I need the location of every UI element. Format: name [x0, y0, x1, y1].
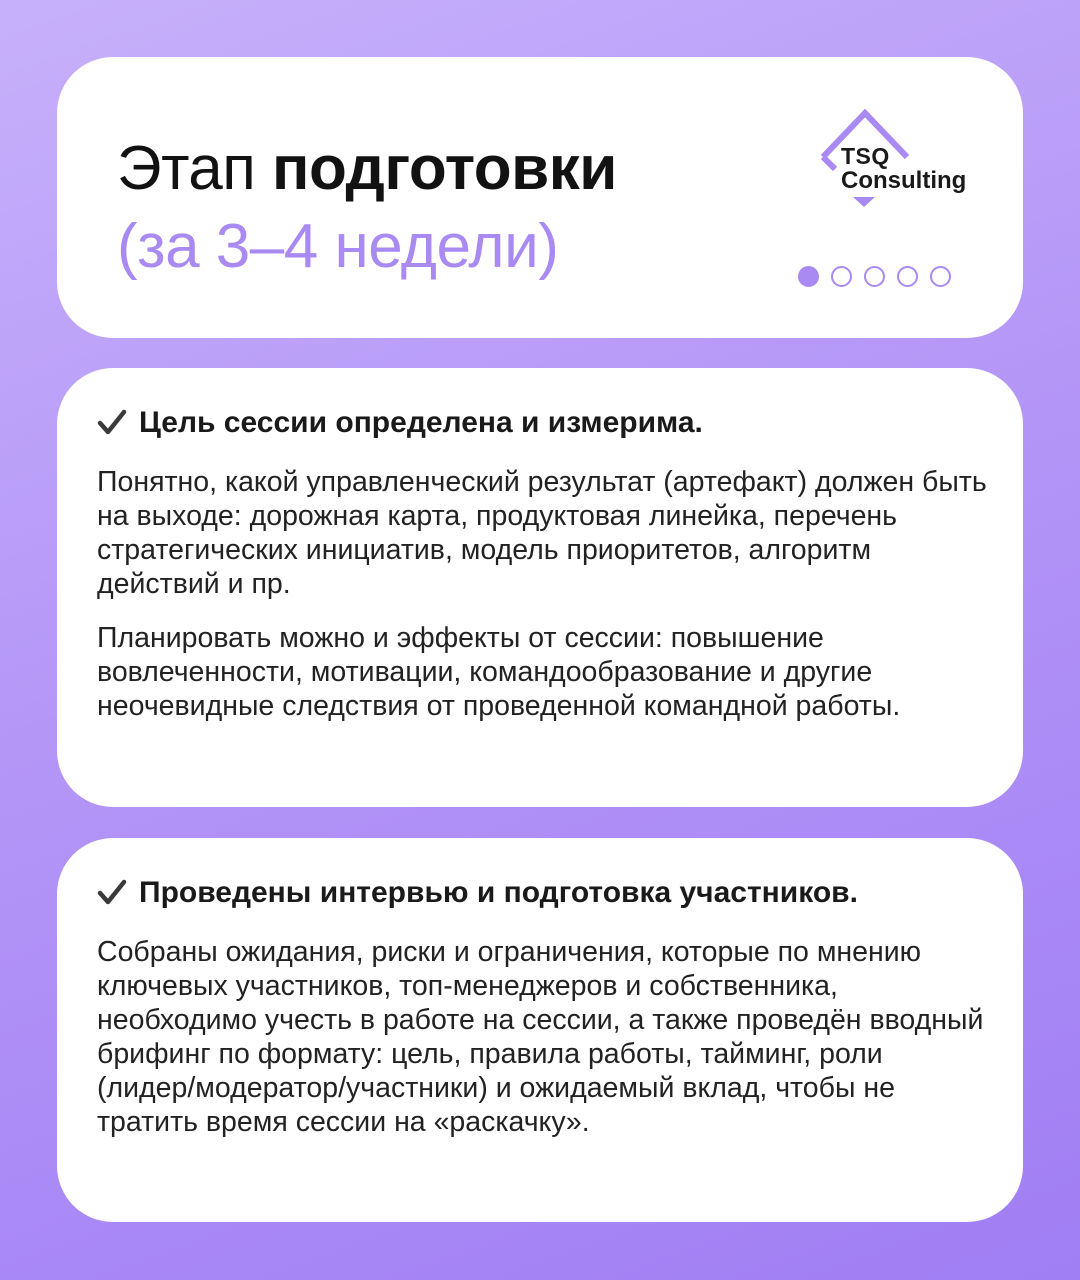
title-bold: подготовки — [272, 134, 617, 203]
checklist-heading-text: Проведены интервью и подготовка участников. — [139, 876, 858, 909]
tsq-logo — [813, 105, 973, 215]
page-dot-2[interactable] — [831, 266, 852, 287]
logo-consulting: Consulting — [841, 167, 967, 194]
page-dot-4[interactable] — [897, 266, 918, 287]
check-icon — [97, 878, 127, 908]
checklist-paragraph: Понятно, какой управленческий результат (артефакт) должен быть на выходе: дорожная карта, продуктовая линейка, перечень стратегических инициатив, модель приоритетов, алгоритм действий и пр. — [97, 466, 987, 600]
logo-tsq: TSQ — [841, 143, 890, 169]
logo-diamond-icon — [813, 105, 973, 215]
pagination-dots — [798, 266, 951, 287]
check-icon — [97, 408, 127, 438]
checklist-paragraph: Планировать можно и эффекты от сессии: повышение вовлеченности, мотивации, командообразование и другие неочевидные следствия от проведенной командной работы. — [97, 622, 901, 722]
checklist-heading — [97, 876, 858, 910]
checklist-heading-text: Цель сессии определена и измерима. — [139, 406, 703, 439]
page-dot-1[interactable] — [798, 266, 819, 287]
checklist-heading — [97, 406, 703, 440]
page-subtitle: (за 3–4 недели) — [117, 212, 559, 281]
checklist-paragraph: Собраны ожидания, риски и ограничения, которые по мнению ключевых участников, топ-менеджеров и собственника, необходимо учесть в работе на сессии, а также проведён вводный брифинг по формату: цель, правила работы, тайминг, роли (лидер/модератор/участники) и ожидаемый вклад, чтобы не тратить время сессии на «раскачку». — [97, 936, 984, 1138]
page-dot-5[interactable] — [930, 266, 951, 287]
checklist-card-interviews — [57, 838, 1023, 1222]
header-card — [57, 57, 1023, 338]
page-title — [117, 133, 617, 205]
page-dot-3[interactable] — [864, 266, 885, 287]
checklist-card-goal — [57, 368, 1023, 807]
title-regular: Этап — [117, 134, 273, 203]
